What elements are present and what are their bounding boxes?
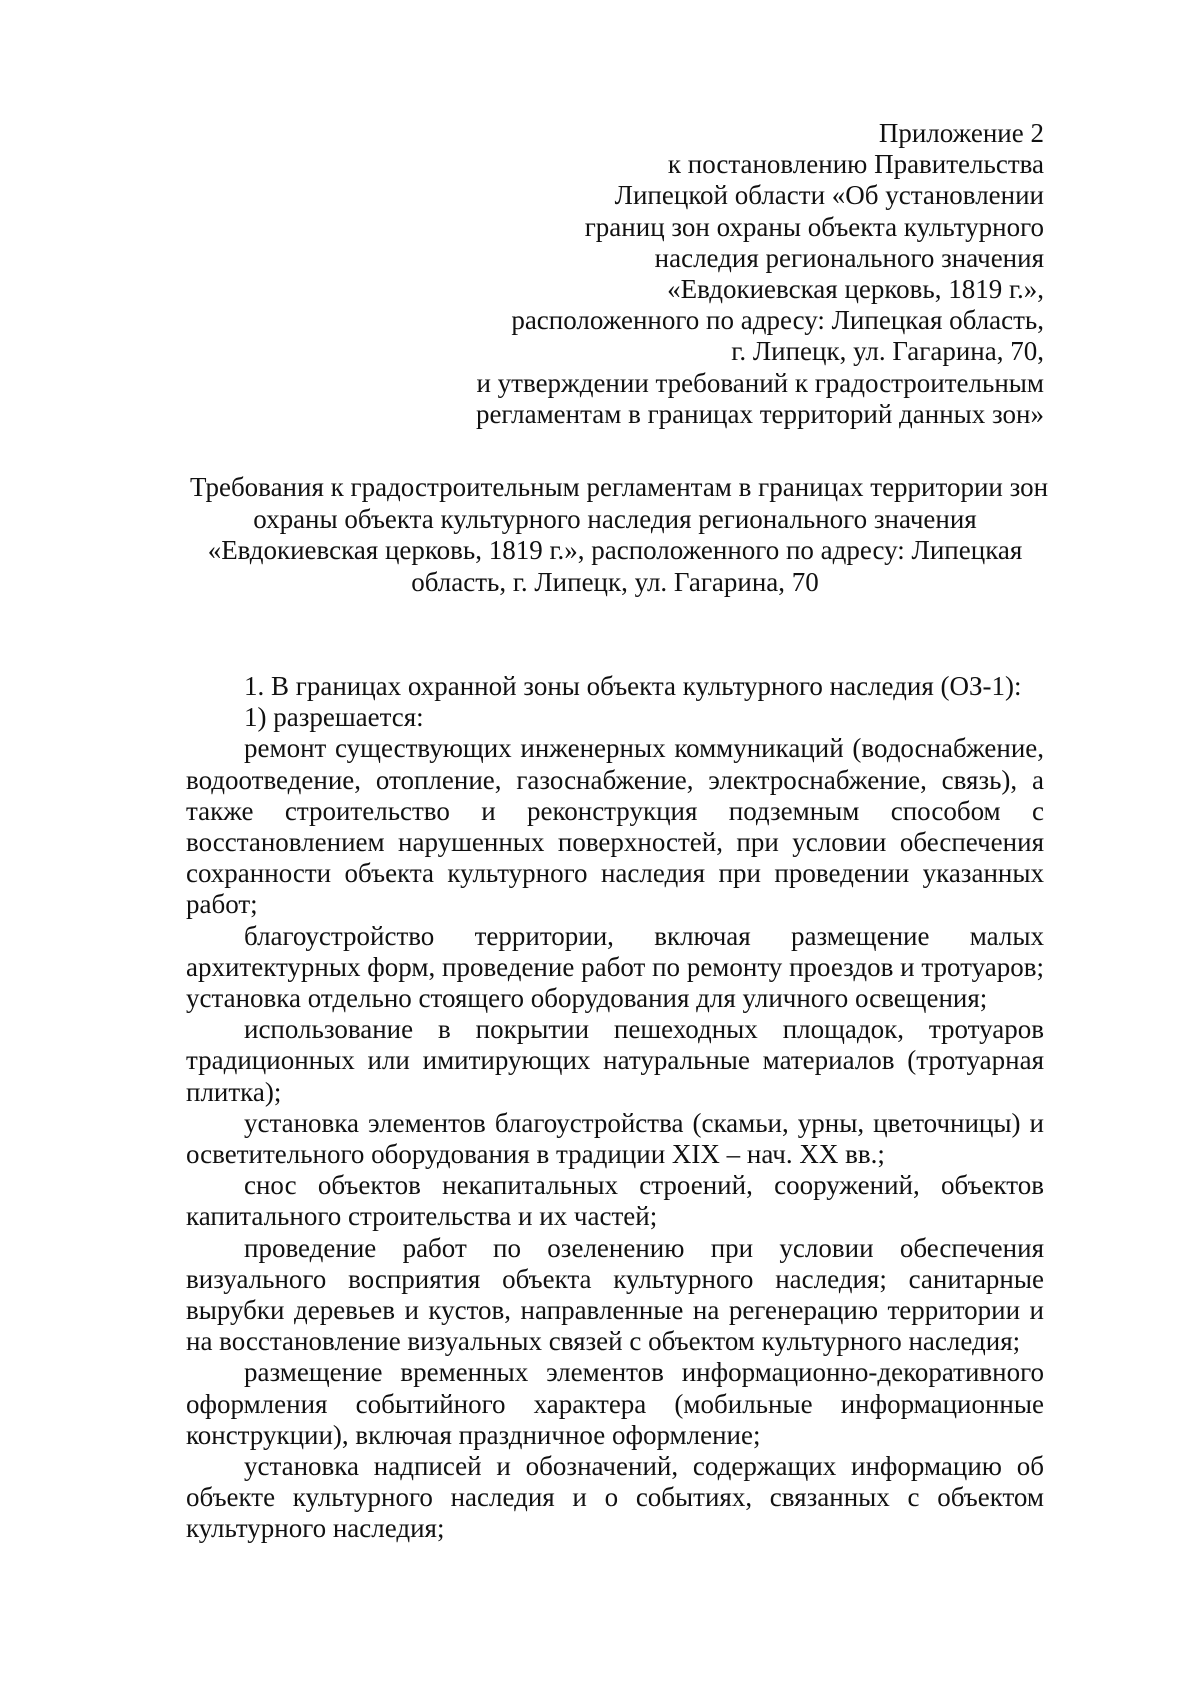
- section-heading: 1. В границах охранной зоны объекта культурного наследия (ОЗ-1):: [244, 671, 1022, 701]
- appendix-line: г. Липецк, ул. Гагарина, 70,: [731, 336, 1044, 367]
- appendix-line: Приложение 2: [878, 118, 1044, 148]
- appendix-line: и утверждении требований к градостроительным: [476, 367, 1044, 398]
- body-paragraph: снос объектов некапитальных строений, сооружений, объектов капитального строительства и их частей;: [186, 1170, 1044, 1232]
- appendix-header: [404, 118, 1044, 430]
- appendix-line: регламентам в границах территорий данных зон»: [475, 398, 1044, 429]
- title-line: охраны объекта культурного наследия регионального значения: [253, 503, 977, 534]
- appendix-line: границ зон охраны объекта культурного: [584, 211, 1044, 242]
- body-paragraph: проведение работ по озеленению при условии обеспечения визуального восприятия объекта культурного наследия; санитарные вырубки деревьев и кустов, направленные на регенерацию территории и на восстановление визуальных связей с объектом культурного наследия;: [186, 1232, 1044, 1357]
- appendix-line: Липецкой области «Об установлении: [614, 180, 1044, 211]
- body-paragraph: ремонт существующих инженерных коммуникаций (водоснабжение, водоотведение, отопление, газоснабжение, электроснабжение, связь), а также строительство и реконструкция подземным способом с восстановлением нарушенных поверхностей, при условии обеспечения сохранности объекта культурного наследия при проведении указанных работ;: [186, 733, 1044, 920]
- body-paragraph: благоустройство территории, включая размещение малых архитектурных форм, проведение работ по ремонту проездов и тротуаров; установка отдельно стоящего оборудования для уличного освещения;: [186, 920, 1044, 1014]
- body-paragraph: использование в покрытии пешеходных площадок, тротуаров традиционных или имитирующих натуральные материалов (тротуарная плитка);: [186, 1014, 1044, 1107]
- title-line: область, г. Липецк, ул. Гагарина, 70: [411, 566, 819, 597]
- appendix-line: к постановлению Правительства: [667, 149, 1044, 180]
- document-body: [186, 671, 1044, 1545]
- appendix-line: «Евдокиевская церковь, 1819 г.»,: [667, 274, 1044, 305]
- body-paragraph: размещение временных элементов информационно-декоративного оформления событийного характера (мобильные информационные конструкции), включая праздничное оформление;: [186, 1357, 1044, 1450]
- document-title: [190, 472, 1049, 598]
- appendix-line: наследия регионального значения: [654, 242, 1044, 273]
- title-line: «Евдокиевская церковь, 1819 г.», расположенного по адресу: Липецкая: [207, 535, 1023, 565]
- body-paragraph: установка надписей и обозначений, содержащих информацию об объекте культурного наследия и о событиях, связанных с объектом культурного наследия;: [186, 1451, 1044, 1544]
- subsection-heading: 1) разрешается:: [244, 702, 424, 733]
- title-line: Требования к градостроительным регламентам в границах территории зон: [190, 472, 1049, 502]
- body-paragraph: установка элементов благоустройства (скамьи, урны, цветочницы) и осветительного оборудования в традиции XIX – нач. XX вв.;: [186, 1107, 1044, 1170]
- appendix-line: расположенного по адресу: Липецкая область,: [511, 305, 1044, 336]
